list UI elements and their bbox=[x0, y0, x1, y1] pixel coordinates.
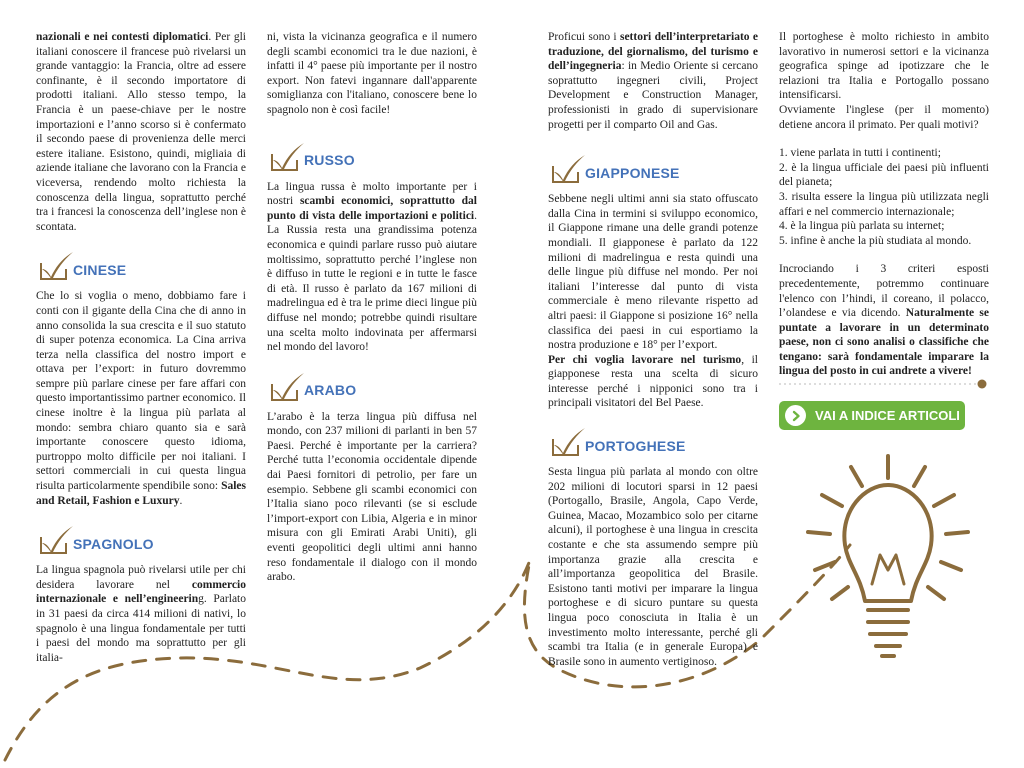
paragraph-spagnolo-end: ni, vista la vicinanza geografica e il numero degli scambi economici tra le due nazioni, è infatti il 4° paese più importante per il nostro export. Non fatevi ingannare dall'apparente somiglianza con l'italiano, conoscere bene lo spagnolo non è così facile! bbox=[267, 31, 477, 116]
section-header-portoghese bbox=[548, 425, 758, 459]
spacer bbox=[779, 248, 989, 262]
list-item: 5. infine è anche la più studiata al mondo. bbox=[779, 234, 972, 247]
list-item: 1. viene parlata in tutti i continenti; bbox=[779, 147, 941, 160]
paragraph-arabo-end: Proficui sono i settori dell’interpretariato e traduzione, del giornalismo, del turismo e dell’ingegneria: in Medio Oriente si cercano soprattutto ingegneri civili, Project Development e Construction Manager, professionisti in grado di supervisionare progetti per il comparto Oil and Gas. bbox=[548, 31, 758, 131]
section-title: ARABO bbox=[304, 382, 357, 399]
chevron-right-icon bbox=[785, 405, 806, 426]
lightbulb-icon bbox=[808, 456, 968, 656]
reasons-list bbox=[779, 146, 989, 248]
paragraph-portoghese: Sesta lingua più parlata al mondo con oltre 202 milioni di locutori sparsi in 12 paesi (Portogallo, Brasile, Angola, Capo Verde, Guinea, Macao, Mozambico solo per citarne alcuni), il portoghese è una lingua in crescita costante e che sta assumendo sempre più importanza grazie alla crescita e all’importanza geopolitica del Brasile. Esistono tanti motivi per imparare la lingua portoghese e di sicuro puntare su questa lingua poco conosciuta in Italia è un investimento molto interessante, perché gli scambi tra Italia (e in generale Europa) e Brasile sono in aumento vertiginoso. bbox=[548, 466, 758, 668]
paragraph-cinese: Che lo si voglia o meno, dobbiamo fare i conti con il gigante della Cina che di anno in anno consolida la sua crescita e il suo statuto di super potenza economica. La Cina arriva terza nella classifica del nostro import e ottava per l’export: in futuro dovremmo sempre più parlare cinese per fare affari con questo importantissimo partner economico. Il cinese inoltre è la lingua più parlata al mondo: sembra chiaro quanto sia e sarà importante conoscere questo idioma, purtroppo molto difficile per noi italiani. I settori commerciali in cui questa lingua risulta particolarmente spendibile sono: Sales and Retail, Fashion e Luxury. bbox=[36, 290, 246, 507]
checkmark-icon bbox=[267, 370, 307, 404]
checkmark-icon bbox=[36, 249, 76, 283]
section-title: CINESE bbox=[73, 262, 127, 279]
column-2 bbox=[267, 30, 477, 585]
paragraph-portoghese-end: Il portoghese è molto richiesto in ambito lavorativo in numerosi settori e la vicinanza geografica spinge ad ipotizzare che le relazioni tra Italia e Portogallo possano intensificarsi. bbox=[779, 31, 989, 102]
divider-dot bbox=[978, 380, 987, 389]
paragraph-spagnolo: La lingua spagnola può rivelarsi utile per chi desidera lavorare nel commercio internazionale e nell’engineering. Parlato in 31 paesi da circa 414 milioni di nativi, lo spagnolo è una lingua fondamentale per tutti i paesi del mondo ma soprattutto per gli italia- bbox=[36, 564, 246, 664]
column-4 bbox=[779, 30, 989, 379]
column-3 bbox=[548, 30, 758, 669]
paragraph-inglese-question: Ovviamente l'inglese (per il momento) detiene ancora il primato. Per quali motivi? bbox=[779, 103, 989, 131]
paragraph-giapponese-turismo: Per chi voglia lavorare nel turismo, il giapponese resta una scelta di sicuro interesse perché i nipponici sono tra i principali visitatori del Bel Paese. bbox=[548, 353, 759, 410]
list-item: 3. risulta essere la lingua più utilizzata negli affari e nel commercio internazionale; bbox=[779, 190, 989, 218]
section-header-giapponese bbox=[548, 152, 758, 186]
checkmark-icon bbox=[267, 140, 307, 174]
section-header-spagnolo bbox=[36, 523, 246, 557]
paragraph-closing: Incrociando i 3 criteri esposti precedentemente, potremmo continuare l'elenco con l’hindi, il coreano, il polacco, l’olandese e via dicendo. Naturalmente se puntate a lavorare in un determinato paese, non ci sono analisi o classifiche che tengano: sarà fondamentale imparare la lingua del posto in cui andrete a vivere! bbox=[779, 263, 989, 378]
section-title: RUSSO bbox=[304, 152, 355, 169]
list-item: 2. è la lingua ufficiale dei paesi più influenti del pianeta; bbox=[779, 161, 989, 189]
checkmark-icon bbox=[548, 152, 588, 186]
section-header-cinese bbox=[36, 249, 246, 283]
section-header-russo bbox=[267, 140, 477, 174]
list-item: 4. è la lingua più parlata su internet; bbox=[779, 220, 945, 233]
section-title: GIAPPONESE bbox=[585, 164, 680, 181]
paragraph-arabo: L’arabo è la terza lingua più diffusa nel mondo, con 237 milioni di parlanti in ben 57 Paesi. Perché è importante per la carriera? Perché tutta l’economia occidentale dipende dai Paesi fornitori di petrolio, per fare un esempio. Sebbene gli scambi economici con l’Italia siano poco rilevanti (se si esclude l’import-export con Libia, Algeria e in minor misura con gli Emirati Arabi Uniti), gli eventi geopolitici degli ultimi anni hanno reso fondamentale il dialogo con il mondo arabo. bbox=[267, 410, 477, 584]
paragraph-giapponese: Sebbene negli ultimi anni sia stato offuscato dalla Cina in termini si sviluppo economico, il Giappone rimane una delle grandi potenze mondiali. Il giapponese è parlato da 122 milioni di madrelingua e resta quindi una delle lingue più diffuse nel mondo. Per noi italiani l’interesse dal punto di vista commerciale è meno rilevante rispetto ad altri paesi: il Giappone si posizione 16° nella classifica dei paesi in cui esportiamo la nostra produzione e 18° per l’export. bbox=[548, 193, 758, 352]
section-header-arabo bbox=[267, 370, 477, 404]
button-label: VAI A INDICE ARTICOLI bbox=[815, 408, 960, 423]
spacer bbox=[779, 132, 989, 146]
paragraph-russo: La lingua russa è molto importante per i nostri scambi economici, soprattutto dal punto di vista delle importazioni e politici. La Russia resta una grandissima potenza economica e quindi parlare russo può aiutare moltissimo, soprattutto perché l’inglese non è diffuso in tutte le regioni e in tutte le fasce di età. Il russo è parlato da 167 milioni di madrelingua ed è tra le prime dieci lingue più diffuse nel mondo; potrebbe quindi risultare una scelta molto indovinata per affermarsi nel mondo del lavoro! bbox=[267, 180, 477, 354]
section-title: SPAGNOLO bbox=[73, 535, 154, 552]
checkmark-icon bbox=[548, 425, 588, 459]
index-articles-button[interactable] bbox=[779, 401, 965, 430]
section-title: PORTOGHESE bbox=[585, 437, 686, 454]
column-1 bbox=[36, 30, 246, 665]
paragraph-francese-end: nazionali e nei contesti diplomatici. Per gli italiani conoscere il francese può rivelarsi un grande vantaggio: la Francia, oltre ad essere confinante, è il secondo importatore di prodotti italiani. Allo stesso tempo, la Francia è un paese-chiave per le nostre importazioni e l’anno scorso si è confermato il secondo paese di provenienza delle merci estere italiane. Esistono, quindi, migliaia di aziende italiane che lavorano con la Francia e viceversa, rendendo molto richiesta la conoscenza della lingua, soprattutto perché tra i francesi la conoscenza dell’inglese non è scontata. bbox=[36, 31, 246, 233]
checkmark-icon bbox=[36, 523, 76, 557]
